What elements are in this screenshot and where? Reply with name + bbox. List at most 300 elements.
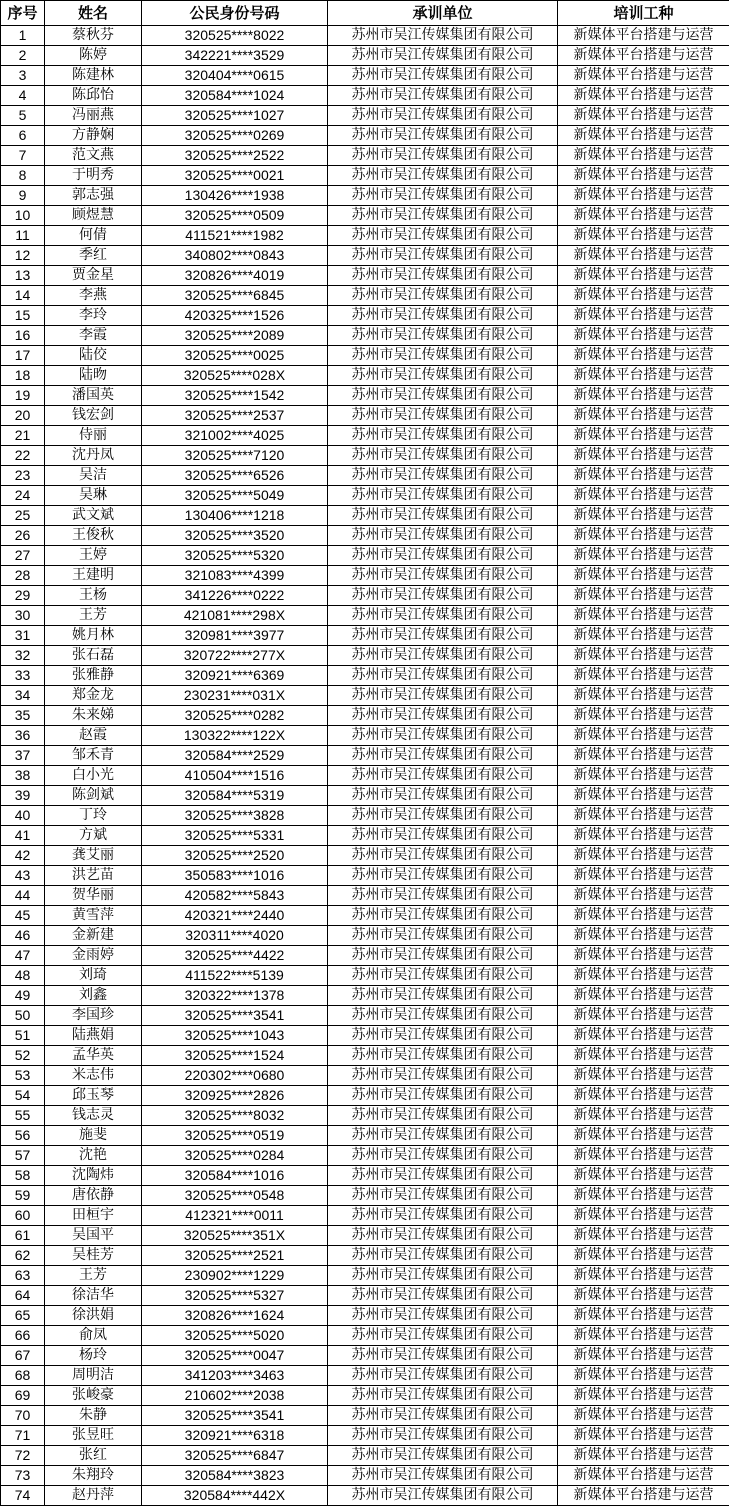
cell-name: 钱志灵 — [45, 1106, 142, 1126]
table-header — [1, 1, 729, 26]
cell-training-unit: 苏州市吴江传媒集团有限公司 — [328, 846, 558, 866]
cell-training-unit: 苏州市吴江传媒集团有限公司 — [328, 886, 558, 906]
table-row — [1, 426, 729, 446]
cell-training-job: 新媒体平台搭建与运营 — [558, 386, 729, 406]
cell-training-unit: 苏州市吴江传媒集团有限公司 — [328, 946, 558, 966]
table-row — [1, 1206, 729, 1226]
cell-name: 方斌 — [45, 826, 142, 846]
cell-training-job: 新媒体平台搭建与运营 — [558, 1446, 729, 1466]
cell-id-number: 420582****5843 — [142, 886, 328, 906]
cell-training-unit: 苏州市吴江传媒集团有限公司 — [328, 686, 558, 706]
cell-name: 沈丹凤 — [45, 446, 142, 466]
cell-name: 陈婷 — [45, 46, 142, 66]
cell-name: 刘琦 — [45, 966, 142, 986]
cell-training-job: 新媒体平台搭建与运营 — [558, 1166, 729, 1186]
table-row — [1, 646, 729, 666]
cell-training-unit: 苏州市吴江传媒集团有限公司 — [328, 1026, 558, 1046]
cell-name: 赵丹萍 — [45, 1486, 142, 1506]
cell-name: 贾金星 — [45, 266, 142, 286]
cell-serial: 53 — [1, 1066, 45, 1086]
cell-training-job: 新媒体平台搭建与运营 — [558, 26, 729, 46]
cell-name: 俞凤 — [45, 1326, 142, 1346]
cell-id-number: 410504****1516 — [142, 766, 328, 786]
cell-id-number: 320525****4422 — [142, 946, 328, 966]
cell-id-number: 320525****3541 — [142, 1406, 328, 1426]
cell-training-job: 新媒体平台搭建与运营 — [558, 326, 729, 346]
cell-training-unit: 苏州市吴江传媒集团有限公司 — [328, 1386, 558, 1406]
header-id-number: 公民身份号码 — [142, 1, 328, 26]
table-row — [1, 1146, 729, 1166]
table-row — [1, 1006, 729, 1026]
cell-id-number: 320525****1542 — [142, 386, 328, 406]
cell-serial: 58 — [1, 1166, 45, 1186]
cell-name: 吴国平 — [45, 1226, 142, 1246]
cell-id-number: 320525****0269 — [142, 126, 328, 146]
cell-training-job: 新媒体平台搭建与运营 — [558, 506, 729, 526]
cell-name: 侍丽 — [45, 426, 142, 446]
table-row — [1, 546, 729, 566]
cell-name: 李霞 — [45, 326, 142, 346]
cell-name: 沈艳 — [45, 1146, 142, 1166]
cell-serial: 26 — [1, 526, 45, 546]
cell-id-number: 320525****8022 — [142, 26, 328, 46]
table-row — [1, 1386, 729, 1406]
cell-training-job: 新媒体平台搭建与运营 — [558, 106, 729, 126]
cell-id-number: 320584****1016 — [142, 1166, 328, 1186]
cell-training-job: 新媒体平台搭建与运营 — [558, 1266, 729, 1286]
cell-training-job: 新媒体平台搭建与运营 — [558, 1286, 729, 1306]
table-row — [1, 446, 729, 466]
cell-serial: 2 — [1, 46, 45, 66]
cell-id-number: 320525****6526 — [142, 466, 328, 486]
table-row — [1, 486, 729, 506]
cell-training-job: 新媒体平台搭建与运营 — [558, 606, 729, 626]
table-row — [1, 1346, 729, 1366]
cell-id-number: 130322****122X — [142, 726, 328, 746]
cell-serial: 9 — [1, 186, 45, 206]
cell-name: 吴琳 — [45, 486, 142, 506]
cell-serial: 18 — [1, 366, 45, 386]
cell-training-job: 新媒体平台搭建与运营 — [558, 686, 729, 706]
table-row — [1, 106, 729, 126]
cell-name: 王杨 — [45, 586, 142, 606]
cell-training-job: 新媒体平台搭建与运营 — [558, 646, 729, 666]
cell-training-job: 新媒体平台搭建与运营 — [558, 1306, 729, 1326]
cell-id-number: 320525****3520 — [142, 526, 328, 546]
cell-name: 邱玉琴 — [45, 1086, 142, 1106]
cell-id-number: 411521****1982 — [142, 226, 328, 246]
table-row — [1, 326, 729, 346]
cell-training-job: 新媒体平台搭建与运营 — [558, 126, 729, 146]
cell-id-number: 320525****0509 — [142, 206, 328, 226]
cell-training-unit: 苏州市吴江传媒集团有限公司 — [328, 986, 558, 1006]
cell-name: 吴桂芳 — [45, 1246, 142, 1266]
cell-name: 王俊秋 — [45, 526, 142, 546]
table-row — [1, 226, 729, 246]
cell-training-unit: 苏州市吴江传媒集团有限公司 — [328, 766, 558, 786]
cell-id-number: 320525****6847 — [142, 1446, 328, 1466]
table-row — [1, 606, 729, 626]
table-row — [1, 766, 729, 786]
cell-serial: 13 — [1, 266, 45, 286]
cell-training-unit: 苏州市吴江传媒集团有限公司 — [328, 646, 558, 666]
cell-training-unit: 苏州市吴江传媒集团有限公司 — [328, 726, 558, 746]
table-row — [1, 706, 729, 726]
cell-training-unit: 苏州市吴江传媒集团有限公司 — [328, 866, 558, 886]
header-serial: 序号 — [1, 1, 45, 26]
cell-training-unit: 苏州市吴江传媒集团有限公司 — [328, 406, 558, 426]
cell-id-number: 320584****2529 — [142, 746, 328, 766]
cell-name: 丁玲 — [45, 806, 142, 826]
cell-training-unit: 苏州市吴江传媒集团有限公司 — [328, 706, 558, 726]
cell-serial: 49 — [1, 986, 45, 1006]
cell-id-number: 320525****0284 — [142, 1146, 328, 1166]
cell-training-unit: 苏州市吴江传媒集团有限公司 — [328, 926, 558, 946]
table-row — [1, 66, 729, 86]
cell-training-unit: 苏州市吴江传媒集团有限公司 — [328, 906, 558, 926]
cell-training-job: 新媒体平台搭建与运营 — [558, 866, 729, 886]
cell-serial: 64 — [1, 1286, 45, 1306]
header-row — [1, 1, 729, 26]
cell-name: 何倩 — [45, 226, 142, 246]
cell-training-unit: 苏州市吴江传媒集团有限公司 — [328, 1466, 558, 1486]
cell-serial: 7 — [1, 146, 45, 166]
cell-serial: 32 — [1, 646, 45, 666]
cell-id-number: 340802****0843 — [142, 246, 328, 266]
cell-name: 范文燕 — [45, 146, 142, 166]
cell-id-number: 320584****3823 — [142, 1466, 328, 1486]
cell-training-unit: 苏州市吴江传媒集团有限公司 — [328, 326, 558, 346]
cell-name: 洪艺苗 — [45, 866, 142, 886]
cell-training-job: 新媒体平台搭建与运营 — [558, 1026, 729, 1046]
cell-id-number: 321083****4399 — [142, 566, 328, 586]
table-row — [1, 266, 729, 286]
cell-serial: 45 — [1, 906, 45, 926]
cell-training-unit: 苏州市吴江传媒集团有限公司 — [328, 606, 558, 626]
table-row — [1, 86, 729, 106]
cell-training-unit: 苏州市吴江传媒集团有限公司 — [328, 1246, 558, 1266]
cell-name: 唐依静 — [45, 1186, 142, 1206]
cell-serial: 29 — [1, 586, 45, 606]
cell-serial: 70 — [1, 1406, 45, 1426]
cell-id-number: 412321****0011 — [142, 1206, 328, 1226]
cell-training-unit: 苏州市吴江传媒集团有限公司 — [328, 1426, 558, 1446]
cell-id-number: 420321****2440 — [142, 906, 328, 926]
cell-id-number: 320525****7120 — [142, 446, 328, 466]
cell-serial: 27 — [1, 546, 45, 566]
cell-training-unit: 苏州市吴江传媒集团有限公司 — [328, 826, 558, 846]
cell-serial: 61 — [1, 1226, 45, 1246]
cell-training-job: 新媒体平台搭建与运营 — [558, 266, 729, 286]
cell-training-unit: 苏州市吴江传媒集团有限公司 — [328, 1086, 558, 1106]
cell-id-number: 320584****5319 — [142, 786, 328, 806]
cell-serial: 66 — [1, 1326, 45, 1346]
cell-name: 郑金龙 — [45, 686, 142, 706]
cell-id-number: 130426****1938 — [142, 186, 328, 206]
cell-serial: 68 — [1, 1366, 45, 1386]
cell-training-job: 新媒体平台搭建与运营 — [558, 566, 729, 586]
cell-name: 杨玲 — [45, 1346, 142, 1366]
cell-id-number: 320525****1027 — [142, 106, 328, 126]
cell-training-job: 新媒体平台搭建与运营 — [558, 1466, 729, 1486]
cell-id-number: 320826****4019 — [142, 266, 328, 286]
cell-training-job: 新媒体平台搭建与运营 — [558, 1366, 729, 1386]
cell-id-number: 320525****0047 — [142, 1346, 328, 1366]
table-row — [1, 1226, 729, 1246]
cell-training-unit: 苏州市吴江传媒集团有限公司 — [328, 286, 558, 306]
cell-serial: 67 — [1, 1346, 45, 1366]
cell-serial: 52 — [1, 1046, 45, 1066]
table-row — [1, 826, 729, 846]
cell-training-unit: 苏州市吴江传媒集团有限公司 — [328, 1046, 558, 1066]
cell-id-number: 320525****0519 — [142, 1126, 328, 1146]
cell-training-job: 新媒体平台搭建与运营 — [558, 946, 729, 966]
header-name: 姓名 — [45, 1, 142, 26]
table-row — [1, 1066, 729, 1086]
cell-training-unit: 苏州市吴江传媒集团有限公司 — [328, 26, 558, 46]
cell-training-unit: 苏州市吴江传媒集团有限公司 — [328, 146, 558, 166]
cell-id-number: 350583****1016 — [142, 866, 328, 886]
cell-training-job: 新媒体平台搭建与运营 — [558, 466, 729, 486]
cell-name: 蔡秋芬 — [45, 26, 142, 46]
cell-id-number: 321002****4025 — [142, 426, 328, 446]
cell-serial: 15 — [1, 306, 45, 326]
cell-name: 徐洁华 — [45, 1286, 142, 1306]
cell-id-number: 320525****0548 — [142, 1186, 328, 1206]
cell-training-job: 新媒体平台搭建与运营 — [558, 1406, 729, 1426]
cell-id-number: 320525****1524 — [142, 1046, 328, 1066]
cell-training-unit: 苏州市吴江传媒集团有限公司 — [328, 1406, 558, 1426]
cell-training-job: 新媒体平台搭建与运营 — [558, 1086, 729, 1106]
cell-id-number: 320525****3541 — [142, 1006, 328, 1026]
table-row — [1, 906, 729, 926]
cell-training-unit: 苏州市吴江传媒集团有限公司 — [328, 1366, 558, 1386]
cell-training-unit: 苏州市吴江传媒集团有限公司 — [328, 1166, 558, 1186]
cell-serial: 10 — [1, 206, 45, 226]
cell-name: 金雨婷 — [45, 946, 142, 966]
cell-name: 郭志强 — [45, 186, 142, 206]
table-row — [1, 1106, 729, 1126]
cell-training-job: 新媒体平台搭建与运营 — [558, 406, 729, 426]
cell-training-job: 新媒体平台搭建与运营 — [558, 366, 729, 386]
cell-name: 李玲 — [45, 306, 142, 326]
cell-id-number: 320525****6845 — [142, 286, 328, 306]
cell-id-number: 320525****2522 — [142, 146, 328, 166]
cell-id-number: 320404****0615 — [142, 66, 328, 86]
table-row — [1, 286, 729, 306]
cell-training-job: 新媒体平台搭建与运营 — [558, 1246, 729, 1266]
cell-serial: 46 — [1, 926, 45, 946]
cell-training-job: 新媒体平台搭建与运营 — [558, 1186, 729, 1206]
cell-name: 方静娴 — [45, 126, 142, 146]
cell-name: 朱静 — [45, 1406, 142, 1426]
cell-serial: 3 — [1, 66, 45, 86]
cell-training-job: 新媒体平台搭建与运营 — [558, 626, 729, 646]
cell-id-number: 320525****0282 — [142, 706, 328, 726]
table-row — [1, 1326, 729, 1346]
table-row — [1, 186, 729, 206]
cell-training-unit: 苏州市吴江传媒集团有限公司 — [328, 386, 558, 406]
table-row — [1, 526, 729, 546]
table-row — [1, 506, 729, 526]
table-row — [1, 1286, 729, 1306]
cell-training-unit: 苏州市吴江传媒集团有限公司 — [328, 1486, 558, 1506]
cell-id-number: 320525****2520 — [142, 846, 328, 866]
cell-training-unit: 苏州市吴江传媒集团有限公司 — [328, 46, 558, 66]
table-row — [1, 1086, 729, 1106]
cell-id-number: 320921****6318 — [142, 1426, 328, 1446]
cell-training-job: 新媒体平台搭建与运营 — [558, 226, 729, 246]
cell-name: 王芳 — [45, 606, 142, 626]
cell-serial: 12 — [1, 246, 45, 266]
cell-training-job: 新媒体平台搭建与运营 — [558, 1126, 729, 1146]
cell-id-number: 320584****442X — [142, 1486, 328, 1506]
cell-training-job: 新媒体平台搭建与运营 — [558, 1046, 729, 1066]
cell-serial: 30 — [1, 606, 45, 626]
cell-name: 陆燕娟 — [45, 1026, 142, 1046]
cell-name: 姚月林 — [45, 626, 142, 646]
cell-serial: 22 — [1, 446, 45, 466]
cell-training-unit: 苏州市吴江传媒集团有限公司 — [328, 1446, 558, 1466]
cell-training-unit: 苏州市吴江传媒集团有限公司 — [328, 526, 558, 546]
cell-training-unit: 苏州市吴江传媒集团有限公司 — [328, 1146, 558, 1166]
cell-training-job: 新媒体平台搭建与运营 — [558, 546, 729, 566]
cell-training-job: 新媒体平台搭建与运营 — [558, 766, 729, 786]
table-row — [1, 626, 729, 646]
cell-training-unit: 苏州市吴江传媒集团有限公司 — [328, 266, 558, 286]
cell-training-job: 新媒体平台搭建与运营 — [558, 886, 729, 906]
cell-serial: 44 — [1, 886, 45, 906]
cell-name: 田桓宇 — [45, 1206, 142, 1226]
cell-id-number: 320722****277X — [142, 646, 328, 666]
cell-serial: 56 — [1, 1126, 45, 1146]
cell-training-job: 新媒体平台搭建与运营 — [558, 486, 729, 506]
cell-id-number: 320525****0021 — [142, 166, 328, 186]
cell-training-job: 新媒体平台搭建与运营 — [558, 166, 729, 186]
table-row — [1, 686, 729, 706]
cell-name: 张峻豪 — [45, 1386, 142, 1406]
cell-training-job: 新媒体平台搭建与运营 — [558, 186, 729, 206]
cell-training-job: 新媒体平台搭建与运营 — [558, 1066, 729, 1086]
cell-training-job: 新媒体平台搭建与运营 — [558, 806, 729, 826]
cell-training-unit: 苏州市吴江传媒集团有限公司 — [328, 626, 558, 646]
cell-serial: 23 — [1, 466, 45, 486]
cell-training-unit: 苏州市吴江传媒集团有限公司 — [328, 1226, 558, 1246]
table-row — [1, 666, 729, 686]
cell-id-number: 230231****031X — [142, 686, 328, 706]
cell-serial: 20 — [1, 406, 45, 426]
cell-id-number: 320525****3828 — [142, 806, 328, 826]
cell-training-job: 新媒体平台搭建与运营 — [558, 286, 729, 306]
cell-serial: 31 — [1, 626, 45, 646]
cell-training-job: 新媒体平台搭建与运营 — [558, 1326, 729, 1346]
table-row — [1, 946, 729, 966]
cell-name: 王芳 — [45, 1266, 142, 1286]
cell-id-number: 320525****8032 — [142, 1106, 328, 1126]
cell-training-job: 新媒体平台搭建与运营 — [558, 1006, 729, 1026]
cell-training-job: 新媒体平台搭建与运营 — [558, 1206, 729, 1226]
cell-serial: 42 — [1, 846, 45, 866]
cell-id-number: 320525****5320 — [142, 546, 328, 566]
cell-id-number: 320525****0025 — [142, 346, 328, 366]
cell-serial: 60 — [1, 1206, 45, 1226]
table-row — [1, 1486, 729, 1506]
cell-training-unit: 苏州市吴江传媒集团有限公司 — [328, 126, 558, 146]
cell-serial: 4 — [1, 86, 45, 106]
cell-name: 陈邱怡 — [45, 86, 142, 106]
cell-training-unit: 苏州市吴江传媒集团有限公司 — [328, 1126, 558, 1146]
cell-serial: 6 — [1, 126, 45, 146]
cell-name: 张昱旺 — [45, 1426, 142, 1446]
cell-training-unit: 苏州市吴江传媒集团有限公司 — [328, 306, 558, 326]
cell-training-unit: 苏州市吴江传媒集团有限公司 — [328, 666, 558, 686]
cell-training-job: 新媒体平台搭建与运营 — [558, 66, 729, 86]
cell-training-unit: 苏州市吴江传媒集团有限公司 — [328, 186, 558, 206]
cell-name: 陈建林 — [45, 66, 142, 86]
cell-name: 李国珍 — [45, 1006, 142, 1026]
cell-training-job: 新媒体平台搭建与运营 — [558, 926, 729, 946]
table-row — [1, 1166, 729, 1186]
table-row — [1, 786, 729, 806]
cell-id-number: 320525****028X — [142, 366, 328, 386]
cell-training-unit: 苏州市吴江传媒集团有限公司 — [328, 1266, 558, 1286]
header-training-unit: 承训单位 — [328, 1, 558, 26]
cell-name: 陆昒 — [45, 366, 142, 386]
cell-name: 龚艾丽 — [45, 846, 142, 866]
cell-id-number: 320525****2521 — [142, 1246, 328, 1266]
cell-name: 钱宏剑 — [45, 406, 142, 426]
cell-training-unit: 苏州市吴江传媒集团有限公司 — [328, 746, 558, 766]
cell-training-unit: 苏州市吴江传媒集团有限公司 — [328, 546, 558, 566]
cell-id-number: 320981****3977 — [142, 626, 328, 646]
cell-serial: 17 — [1, 346, 45, 366]
cell-serial: 51 — [1, 1026, 45, 1046]
table-row — [1, 1446, 729, 1466]
cell-training-job: 新媒体平台搭建与运营 — [558, 306, 729, 326]
cell-name: 陈剑斌 — [45, 786, 142, 806]
cell-name: 邹禾青 — [45, 746, 142, 766]
cell-name: 张石磊 — [45, 646, 142, 666]
cell-training-job: 新媒体平台搭建与运营 — [558, 426, 729, 446]
cell-id-number: 320525****351X — [142, 1226, 328, 1246]
cell-name: 王婷 — [45, 546, 142, 566]
cell-training-job: 新媒体平台搭建与运营 — [558, 846, 729, 866]
cell-training-unit: 苏州市吴江传媒集团有限公司 — [328, 786, 558, 806]
cell-training-job: 新媒体平台搭建与运营 — [558, 1426, 729, 1446]
cell-training-unit: 苏州市吴江传媒集团有限公司 — [328, 586, 558, 606]
cell-training-job: 新媒体平台搭建与运营 — [558, 446, 729, 466]
cell-training-job: 新媒体平台搭建与运营 — [558, 246, 729, 266]
cell-name: 季红 — [45, 246, 142, 266]
cell-training-unit: 苏州市吴江传媒集团有限公司 — [328, 226, 558, 246]
cell-serial: 65 — [1, 1306, 45, 1326]
cell-training-unit: 苏州市吴江传媒集团有限公司 — [328, 566, 558, 586]
table-row — [1, 806, 729, 826]
cell-name: 刘鑫 — [45, 986, 142, 1006]
cell-name: 武文斌 — [45, 506, 142, 526]
cell-name: 张红 — [45, 1446, 142, 1466]
cell-name: 顾煜慧 — [45, 206, 142, 226]
cell-training-unit: 苏州市吴江传媒集团有限公司 — [328, 366, 558, 386]
table-row — [1, 306, 729, 326]
cell-training-unit: 苏州市吴江传媒集团有限公司 — [328, 106, 558, 126]
table-row — [1, 406, 729, 426]
cell-name: 周明洁 — [45, 1366, 142, 1386]
cell-id-number: 210602****2038 — [142, 1386, 328, 1406]
cell-id-number: 130406****1218 — [142, 506, 328, 526]
table-row — [1, 966, 729, 986]
cell-serial: 14 — [1, 286, 45, 306]
